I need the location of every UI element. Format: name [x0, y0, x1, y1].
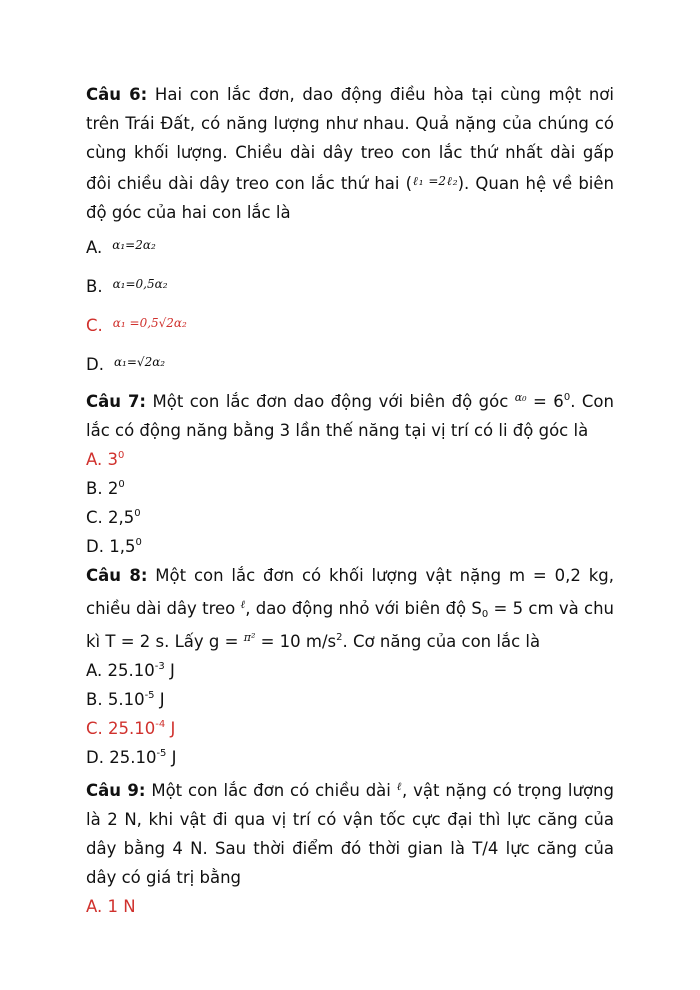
- option-unit: J: [165, 719, 176, 738]
- option-value: 2: [107, 479, 119, 498]
- q7-option-d: [86, 532, 614, 561]
- q7-option-c: [86, 503, 614, 532]
- q8-option-a: [86, 656, 614, 685]
- option-letter: C.: [86, 316, 103, 335]
- question-8-text-3: = 5 cm và chu kì T = 2 s. Lấy g =: [86, 599, 614, 651]
- question-9: [86, 772, 614, 892]
- q8-option-d: [86, 743, 614, 772]
- formula-length: ℓ: [396, 780, 402, 793]
- question-8-text-2: , dao động nhỏ với biên độ S: [245, 599, 482, 618]
- option-letter: A.: [86, 450, 103, 469]
- q7-option-b: [86, 474, 614, 503]
- q6-option-b: [86, 266, 614, 305]
- option-unit: J: [164, 661, 175, 680]
- option-unit: J: [166, 748, 177, 767]
- question-7-text: Một con lắc đơn dao động với biên độ góc: [146, 392, 515, 411]
- formula-alpha0: α₀: [514, 391, 527, 404]
- question-7-label: Câu 7:: [86, 392, 147, 411]
- option-letter: A.: [86, 897, 103, 916]
- degree-sup: 0: [563, 392, 571, 403]
- option-letter: D.: [86, 355, 104, 374]
- degree-sup: 0: [118, 450, 125, 461]
- degree-sup: 0: [118, 479, 125, 490]
- q7-option-a-correct: [86, 445, 614, 474]
- option-formula: α₁=√2α₂: [113, 355, 166, 369]
- option-value: 25.10: [109, 748, 157, 767]
- question-8: [86, 561, 614, 656]
- q6-option-c-correct: [86, 305, 614, 344]
- subscript-zero: 0: [481, 609, 489, 620]
- q8-option-b: [86, 685, 614, 714]
- option-value: 5.10: [107, 690, 145, 709]
- option-value: 1,5: [109, 537, 136, 556]
- option-letter: A.: [86, 238, 103, 257]
- question-6: [86, 80, 614, 227]
- question-9-text: Một con lắc đơn có chiều dài: [145, 781, 397, 800]
- question-7-value: = 6: [526, 392, 564, 411]
- question-8-label: Câu 8:: [86, 566, 148, 585]
- option-letter: B.: [86, 277, 103, 296]
- option-unit: J: [154, 690, 165, 709]
- degree-sup: 0: [135, 537, 142, 548]
- option-value: 25.10: [107, 661, 155, 680]
- squared-sup: 2: [336, 632, 343, 643]
- option-value: 25.10: [108, 719, 156, 738]
- question-7: [86, 383, 614, 445]
- option-formula: α₁=2α₂: [112, 238, 156, 252]
- option-letter: B.: [86, 690, 103, 709]
- exponent: -5: [156, 748, 167, 759]
- question-6-text-end: ). Quan hệ về biên độ góc của hai con lắc là: [86, 174, 614, 222]
- question-9-label: Câu 9:: [86, 781, 146, 800]
- formula-length: ℓ: [240, 598, 246, 611]
- option-value: 2,5: [108, 508, 135, 527]
- document-page: [86, 80, 614, 921]
- option-value: 3: [107, 450, 118, 469]
- option-formula: α₁ =0,5√2α₂: [112, 316, 187, 330]
- question-8-text: Một con lắc đơn có khối lượng vật nặng m = 0,2 kg, chiều dài dây treo: [86, 566, 614, 618]
- option-letter: C.: [86, 508, 103, 527]
- option-value: 1 N: [107, 897, 136, 916]
- formula-pi-squared: π²: [243, 631, 256, 644]
- option-letter: A.: [86, 661, 103, 680]
- exponent: -4: [155, 719, 166, 730]
- degree-sup: 0: [134, 508, 141, 519]
- exponent: -5: [144, 690, 155, 701]
- option-letter: C.: [86, 719, 103, 738]
- option-letter: D.: [86, 748, 104, 767]
- question-6-text: Hai con lắc đơn, dao động điều hòa tại cùng một nơi trên Trái Đất, có năng lượng như nhau. Quả nặng của chúng có cùng khối lượng. Chiều dài dây treo con lắc thứ nhất dài gấp đôi chiều dài dây treo con lắc thứ hai (: [86, 85, 614, 193]
- question-7-text-end: . Con lắc có động năng bằng 3 lần thế năng tại vị trí có li độ góc là: [86, 392, 614, 440]
- q6-option-a: [86, 227, 614, 266]
- question-9-text-end: , vật nặng có trọng lượng là 2 N, khi vật đi qua vị trí có vận tốc cực đại thì lực căng của dây bằng 4 N. Sau thời điểm đó thời gian là T/4 lực căng của dây có giá trị bằng: [86, 781, 614, 887]
- q8-option-c-correct: [86, 714, 614, 743]
- question-8-text-end: . Cơ năng của con lắc là: [342, 632, 541, 651]
- option-letter: B.: [86, 479, 103, 498]
- exponent: -3: [154, 661, 165, 672]
- question-6-label: Câu 6:: [86, 85, 148, 104]
- question-8-text-4: = 10 m/s: [255, 632, 337, 651]
- option-letter: D.: [86, 537, 104, 556]
- q6-option-d: [86, 344, 614, 383]
- formula-length-ratio: ℓ₁ =2ℓ₂: [412, 174, 458, 188]
- option-formula: α₁=0,5α₂: [112, 277, 168, 291]
- q9-option-a-correct: [86, 892, 614, 921]
